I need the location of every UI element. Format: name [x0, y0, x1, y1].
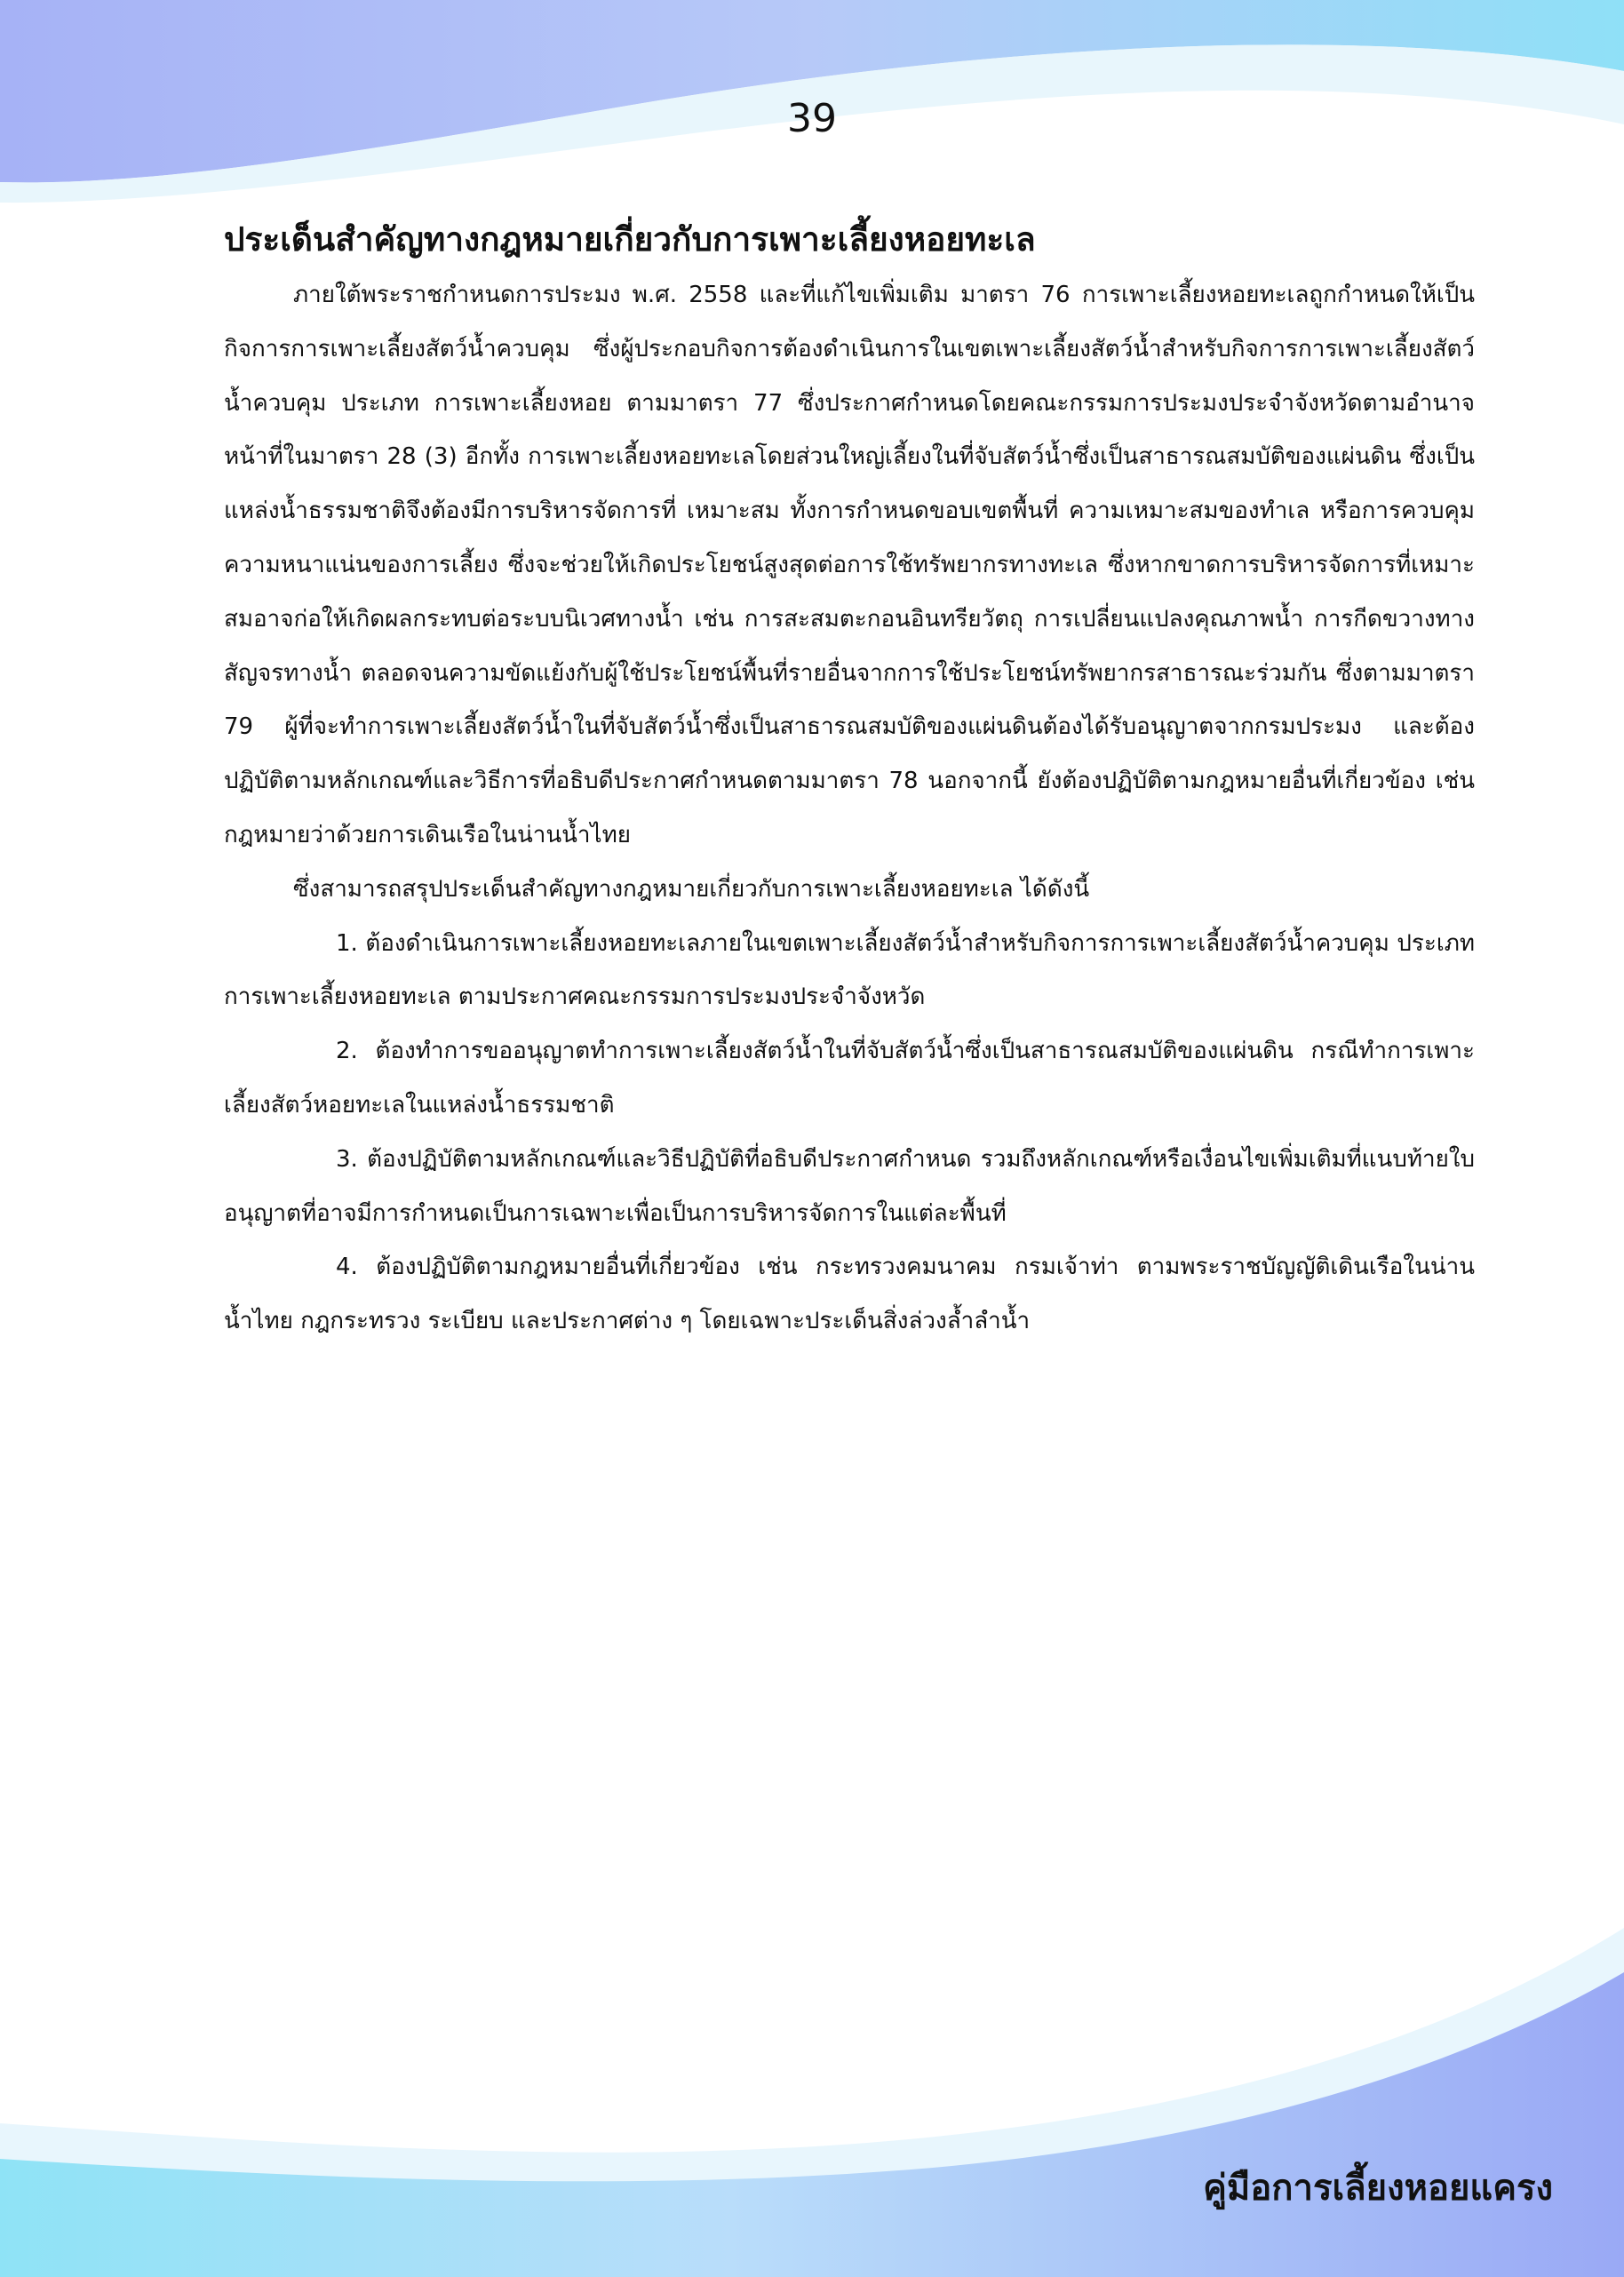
page-number: 39: [787, 96, 837, 141]
list-item: 2. ต้องทำการขออนุญาตทำการเพาะเลี้ยงสัตว์น้ำในที่จับสัตว์น้ำซึ่งเป็นสาธารณสมบัติของแผ่นดิน กรณีทำการเพาะเลี้ยงสัตว์หอยทะเลในแหล่งน้ำธรรมชาติ: [224, 1038, 1475, 1119]
bottom-wave-decoration: [0, 1928, 1624, 2277]
intro-paragraph: ภายใต้พระราชกำหนดการประมง พ.ศ. 2558 และที่แก้ไขเพิ่มเติม มาตรา 76 การเพาะเลี้ยงหอยทะเลถูกกำหนดให้เป็นกิจการการเพาะเลี้ยงสัตว์น้ำควบคุม ซึ่งผู้ประกอบกิจการต้องดำเนินการในเขตเพาะเลี้ยงสัตว์น้ำสำหรับกิจการการเพาะเลี้ยงสัตว์น้ำควบคุม ประเภท การเพาะเลี้ยงหอย ตามมาตรา 77 ซึ่งประกาศกำหนดโดยคณะกรรมการประมงประจำจังหวัดตามอำนาจหน้าที่ในมาตรา 28 (3) อีกทั้ง การเพาะเลี้ยงหอยทะเลโดยส่วนใหญ่เลี้ยงในที่จับสัตว์น้ำซึ่งเป็นสาธารณสมบัติของแผ่นดิน ซึ่งเป็นแหล่งน้ำธรรมชาติจึงต้องมีการบริหารจัดการที่ เหมาะสม ทั้งการกำหนดขอบเขตพื้นที่ ความเหมาะสมของทำเล หรือการควบคุมความหนาแน่นของการเลี้ยง ซึ่งจะช่วยให้เกิดประโยชน์สูงสุดต่อการใช้ทรัพยากรทางทะเล ซึ่งหากขาดการบริหารจัดการที่เหมาะสมอาจก่อให้เกิดผลกระทบต่อระบบนิเวศทางน้ำ เช่น การสะสมตะกอนอินทรียวัตถุ การเปลี่ยนแปลงคุณภาพน้ำ การกีดขวางทางสัญจรทางน้ำ ตลอดจนความขัดแย้งกับผู้ใช้ประโยชน์พื้นที่รายอื่นจากการใช้ประโยชน์ทรัพยากรสาธารณะร่วมกัน ซึ่งตามมาตรา 79 ผู้ที่จะทำการเพาะเลี้ยงสัตว์น้ำในที่จับสัตว์น้ำซึ่งเป็นสาธารณสมบัติของแผ่นดินต้องได้รับอนุญาตจากกรมประมง และต้องปฏิบัติตามหลักเกณฑ์และวิธีการที่อธิบดีประกาศกำหนดตามมาตรา 78 นอกจากนี้ ยังต้องปฏิบัติตามกฎหมายอื่นที่เกี่ยวข้อง เช่น กฎหมายว่าด้วยการเดินเรือในน่านน้ำไทย: [224, 282, 1475, 848]
footer-book-title: คู่มือการเลี้ยงหอยแครง: [1203, 2168, 1553, 2209]
list-item: 3. ต้องปฏิบัติตามหลักเกณฑ์และวิธีปฏิบัติที่อธิบดีประกาศกำหนด รวมถึงหลักเกณฑ์หรือเงื่อนไขเพิ่มเติมที่แนบท้ายใบอนุญาตที่อาจมีการกำหนดเป็นการเฉพาะเพื่อเป็นการบริหารจัดการในแต่ละพื้นที่: [224, 1145, 1475, 1227]
section-heading: ประเด็นสำคัญทางกฎหมายเกี่ยวกับการเพาะเลี้ยงหอยทะเล: [224, 220, 1036, 259]
list-item: 4. ต้องปฏิบัติตามกฎหมายอื่นที่เกี่ยวข้อง เช่น กระทรวงคมนาคม กรมเจ้าท่า ตามพระราชบัญญัติเดินเรือในน่านน้ำไทย กฎกระทรวง ระเบียบ และประกาศต่าง ๆ โดยเฉพาะประเด็นสิ่งล่วงล้ำลำน้ำ: [224, 1254, 1475, 1335]
summary-intro: ซึ่งสามารถสรุปประเด็นสำคัญทางกฎหมายเกี่ยวกับการเพาะเลี้ยงหอยทะเล ได้ดังนี้: [293, 875, 1090, 903]
list-item: 1. ต้องดำเนินการเพาะเลี้ยงหอยทะเลภายในเขตเพาะเลี้ยงสัตว์น้ำสำหรับกิจการการเพาะเลี้ยงสัตว์น้ำควบคุม ประเภทการเพาะเลี้ยงหอยทะเล ตามประกาศคณะกรรมการประมงประจำจังหวัด: [224, 929, 1475, 1011]
document-body: [224, 211, 1475, 1349]
